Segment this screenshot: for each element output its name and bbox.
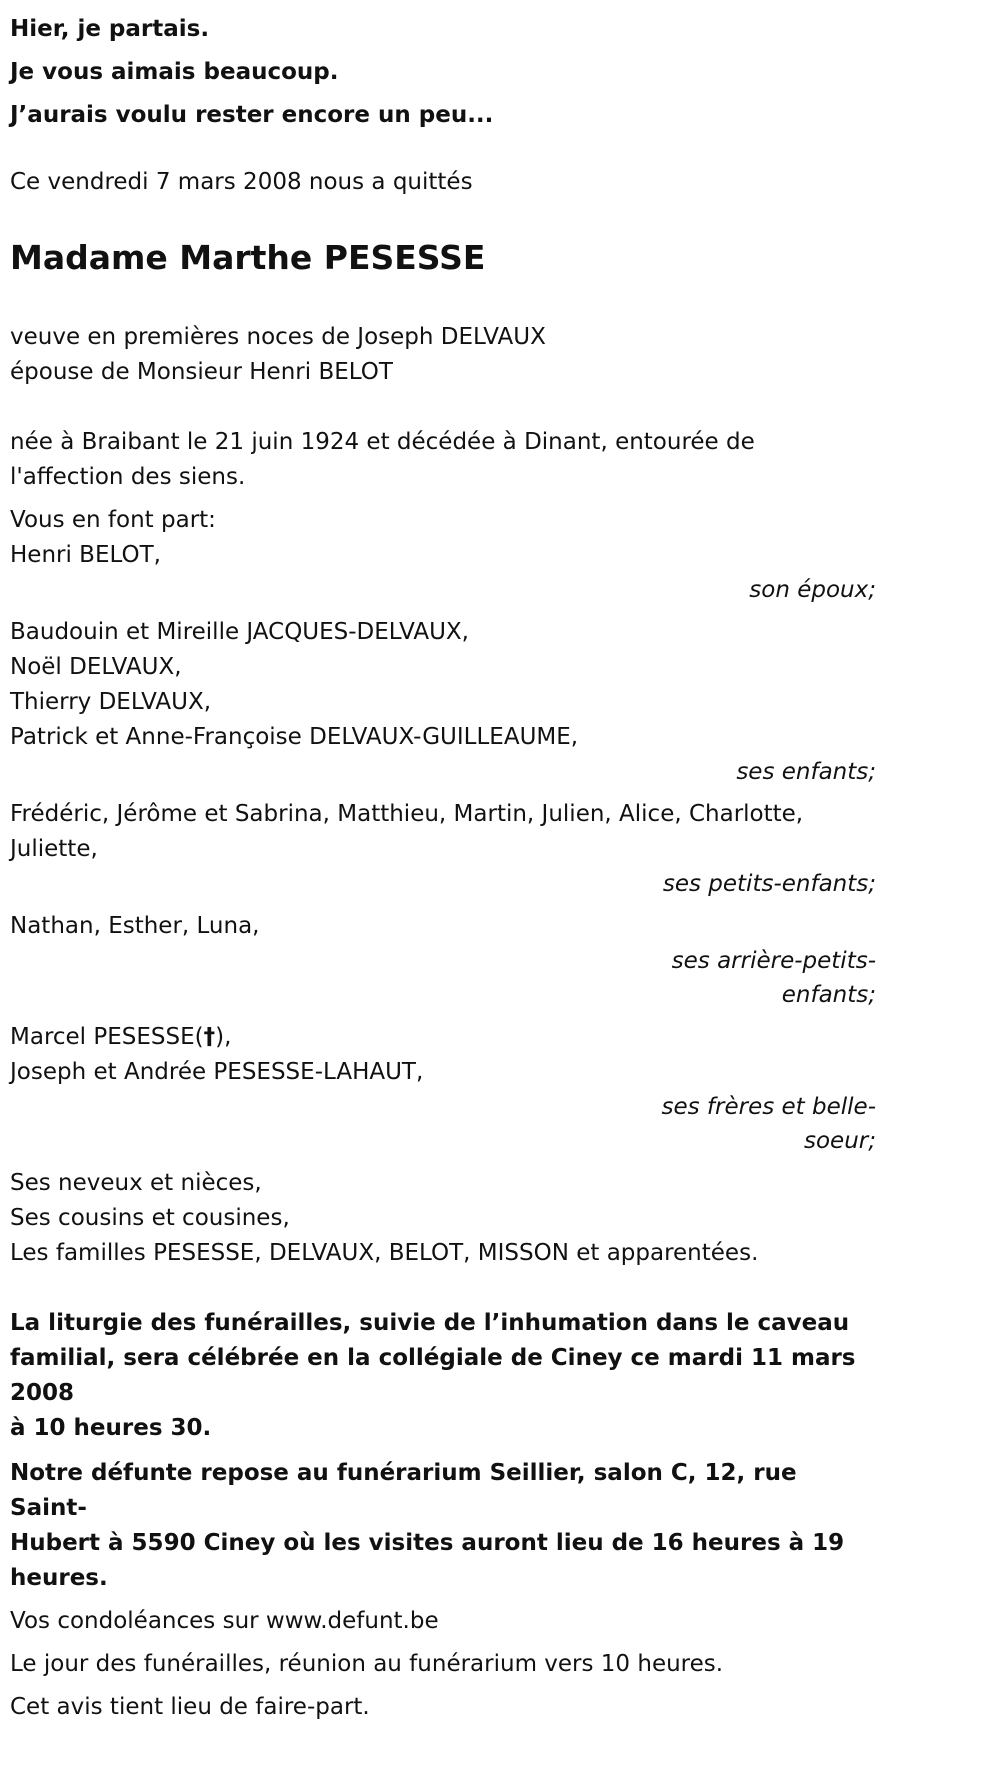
family-name-line: Thierry DELVAUX,	[10, 689, 212, 715]
visitation-line: Hubert à 5590 Ciney où les visites auront lieu de 16 heures à 19	[10, 1530, 845, 1556]
family-name-line: Patrick et Anne-Françoise DELVAUX-GUILLEAUME,	[10, 724, 579, 750]
family-name-line: Frédéric, Jérôme et Sabrina, Matthieu, Martin, Julien, Alice, Charlotte,	[10, 801, 804, 827]
funeral-line: La liturgie des funérailles, suivie de l’inhumation dans le caveau	[10, 1310, 850, 1336]
funeral-info	[10, 1306, 876, 1446]
funeral-line: à 10 heures 30.	[10, 1415, 212, 1441]
family-name-line: Joseph et Andrée PESESSE-LAHAUT,	[10, 1059, 424, 1085]
sibling-name-suffix: ),	[215, 1024, 232, 1050]
family-name-line	[10, 1020, 876, 1055]
condolences-info: Vos condoléances sur www.defunt.be	[10, 1608, 439, 1634]
announce-part: Vous en font part:	[10, 507, 216, 533]
family-name-line: Baudouin et Mireille JACQUES-DELVAUX,	[10, 619, 469, 645]
family-role: ses arrière-petits-	[671, 948, 876, 974]
visitation-line: Notre défunte repose au funérarium Seillier, salon C, 12, rue Saint-	[10, 1460, 797, 1521]
notice-info: Cet avis tient lieu de faire-part.	[10, 1694, 370, 1720]
deceased-name: Madame Marthe PESESSE	[10, 238, 486, 277]
family-name-line: Ses neveux et nièces,	[10, 1170, 262, 1196]
visitation-info	[10, 1456, 876, 1596]
family-great-grandchildren	[10, 909, 876, 1012]
family-name-line: Henri BELOT,	[10, 542, 161, 568]
cross-icon: †	[203, 1024, 216, 1050]
family-children	[10, 615, 876, 789]
family-name-line: Nathan, Esther, Luna,	[10, 913, 260, 939]
family-name-line: Les familles PESESSE, DELVAUX, BELOT, MISSON et apparentées.	[10, 1240, 759, 1266]
birth-death-info	[10, 425, 876, 495]
visitation-line: heures.	[10, 1565, 108, 1591]
opening-poem	[10, 8, 876, 137]
poem-line: J’aurais voulu rester encore un peu...	[10, 102, 494, 128]
family-role: son époux;	[749, 577, 876, 603]
obituary-notice	[10, 0, 876, 1725]
funeral-line: familial, sera célébrée en la collégiale de Ciney ce mardi 11 mars 2008	[10, 1345, 856, 1406]
meeting-info: Le jour des funérailles, réunion au funérarium vers 10 heures.	[10, 1651, 724, 1677]
birth-death-line: l'affection des siens.	[10, 464, 246, 490]
family-name-line: Noël DELVAUX,	[10, 654, 182, 680]
family-siblings	[10, 1020, 876, 1158]
family-grandchildren	[10, 797, 876, 901]
sibling-name: Marcel PESESSE(	[10, 1024, 204, 1050]
marital-status	[10, 320, 876, 390]
family-role: ses frères et belle-	[661, 1094, 876, 1120]
family-name-line: Ses cousins et cousines,	[10, 1205, 290, 1231]
marital-line: veuve en premières noces de Joseph DELVAUX	[10, 324, 546, 350]
family-name-line: Juliette,	[10, 836, 98, 862]
poem-line: Je vous aimais beaucoup.	[10, 59, 339, 85]
family-others	[10, 1166, 876, 1271]
family-spouse	[10, 538, 876, 607]
marital-line: épouse de Monsieur Henri BELOT	[10, 359, 393, 385]
birth-death-line: née à Braibant le 21 juin 1924 et décédée à Dinant, entourée de	[10, 429, 755, 455]
death-announcement: Ce vendredi 7 mars 2008 nous a quittés	[10, 169, 473, 195]
family-role: soeur;	[804, 1128, 876, 1154]
poem-line: Hier, je partais.	[10, 16, 210, 42]
family-role: ses petits-enfants;	[662, 871, 876, 897]
family-role: ses enfants;	[736, 759, 876, 785]
family-role: enfants;	[781, 982, 876, 1008]
